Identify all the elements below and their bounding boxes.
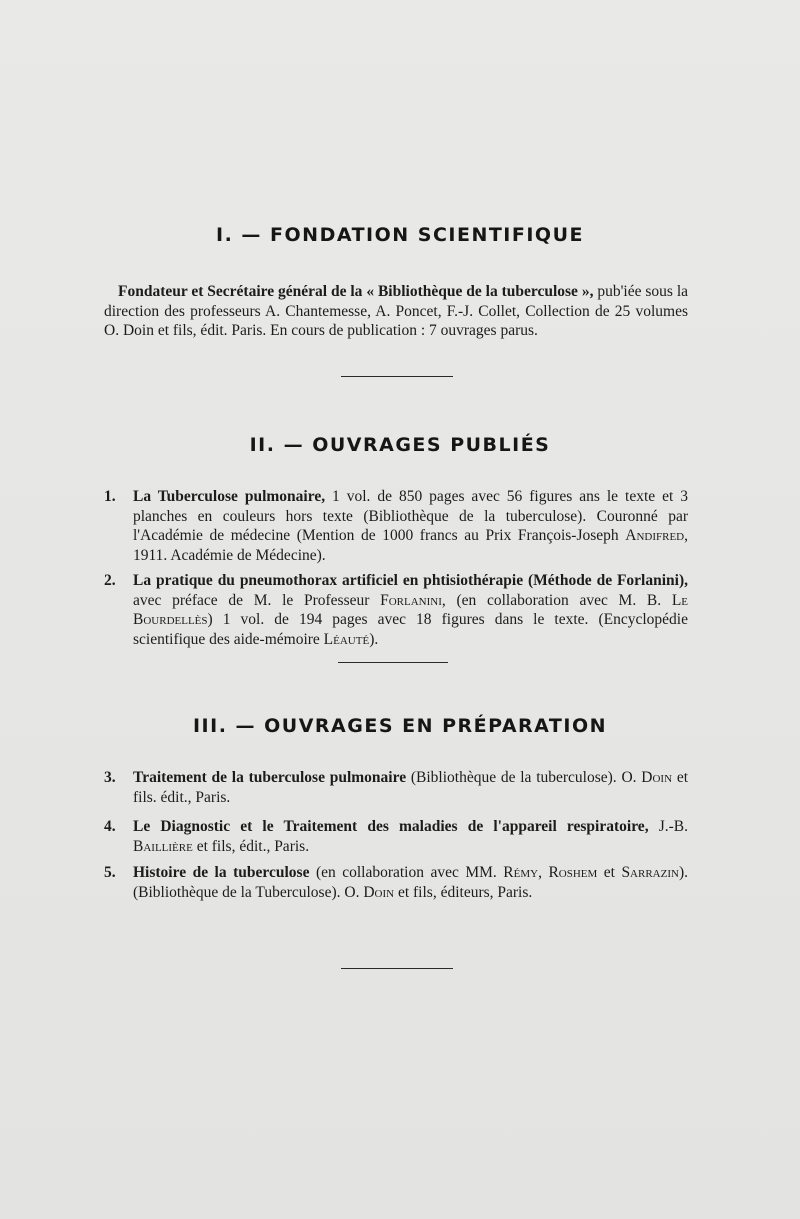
author-name: Doin bbox=[641, 769, 673, 786]
author-name: Forlanini bbox=[380, 591, 442, 609]
item-title: Le Diagnostic et le Traitement des maladies de l'appareil respiratoire, bbox=[133, 818, 649, 835]
author-name: Rémy bbox=[503, 864, 539, 881]
item-text: avec préface de M. le Professeur bbox=[133, 591, 381, 609]
author-name: Sarrazin bbox=[621, 864, 679, 881]
item-text: , bbox=[538, 864, 549, 881]
section-divider bbox=[341, 968, 453, 969]
item-number: 2. bbox=[104, 572, 116, 589]
list-item bbox=[104, 768, 688, 807]
item-number: 4. bbox=[104, 818, 116, 835]
author-name: Doin bbox=[363, 883, 395, 901]
item-title: Histoire de la tuberculose bbox=[133, 864, 310, 881]
author-name: Baillière bbox=[133, 837, 193, 855]
list-item bbox=[104, 863, 688, 902]
item-text: 1 vol. de 850 pages avec 56 figures ans le texte et 3 planches en couleurs hors texte (Bibliothèque de la tuberculose). Couronné par l'Académie de médecine (Mention de 1000 francs au Prix François-Joseph bbox=[133, 488, 688, 544]
item-text: et fils, éditeurs, Paris. bbox=[394, 883, 533, 901]
section-title-publies: II. — OUVRAGES PUBLIÉS bbox=[249, 434, 551, 456]
item-text: J.-B. bbox=[648, 818, 688, 835]
item-title: La Tuberculose pulmonaire, bbox=[133, 488, 326, 505]
item-text: ). (Bibliothèque de la Tuberculose). O. bbox=[133, 864, 688, 901]
item-number: 5. bbox=[104, 864, 116, 881]
item-text: et fils, édit., Paris. bbox=[192, 837, 310, 855]
section-divider bbox=[338, 662, 448, 663]
fondation-lead: Fondateur et Secrétaire général de la « Bibliothèque de la tuberculose », bbox=[118, 283, 594, 300]
fondation-rest: pub'iée sous la direction des professeurs A. Chantemesse, A. Poncet, F.-J. Collet, Collection de 25 volumes O. Doin et fils, édit. Paris. En cours de publication : 7 ouvrages parus. bbox=[104, 283, 688, 339]
list-item bbox=[104, 487, 688, 565]
list-item bbox=[104, 817, 688, 856]
item-text: ) 1 vol. de 194 pages avec 18 figures dans le texte. (Encyclopédie scientifique des aide-mémoire bbox=[133, 611, 688, 648]
item-text: , 1911. Académie de Médecine). bbox=[133, 527, 688, 564]
author-name: Roshem bbox=[548, 864, 598, 881]
author-name: Andifred bbox=[625, 527, 685, 544]
item-text: , (en collaboration avec M. B. bbox=[441, 591, 672, 609]
item-text: ). bbox=[369, 630, 379, 648]
author-name: Léauté bbox=[323, 630, 370, 648]
item-title: Traitement de la tuberculose pulmonaire bbox=[133, 769, 407, 786]
item-text: (en collaboration avec MM. bbox=[309, 864, 504, 881]
list-item bbox=[104, 571, 688, 649]
item-text: et bbox=[597, 864, 622, 881]
section-divider bbox=[341, 376, 453, 377]
section-title-preparation: III. — OUVRAGES EN PRÉPARATION bbox=[192, 715, 607, 737]
author-name: Le Bourdellès bbox=[133, 591, 688, 628]
item-text: et fils. édit., Paris. bbox=[133, 769, 688, 806]
fondation-paragraph bbox=[104, 282, 688, 341]
item-number: 3. bbox=[104, 769, 116, 786]
item-text: (Bibliothèque de la tuberculose). O. bbox=[406, 769, 642, 786]
item-number: 1. bbox=[104, 488, 116, 505]
item-title: La pratique du pneumothorax artificiel en phtisiothérapie (Méthode de Forlanini), bbox=[133, 572, 688, 589]
section-title-fondation: I. — FONDATION SCIENTIFIQUE bbox=[216, 224, 584, 246]
